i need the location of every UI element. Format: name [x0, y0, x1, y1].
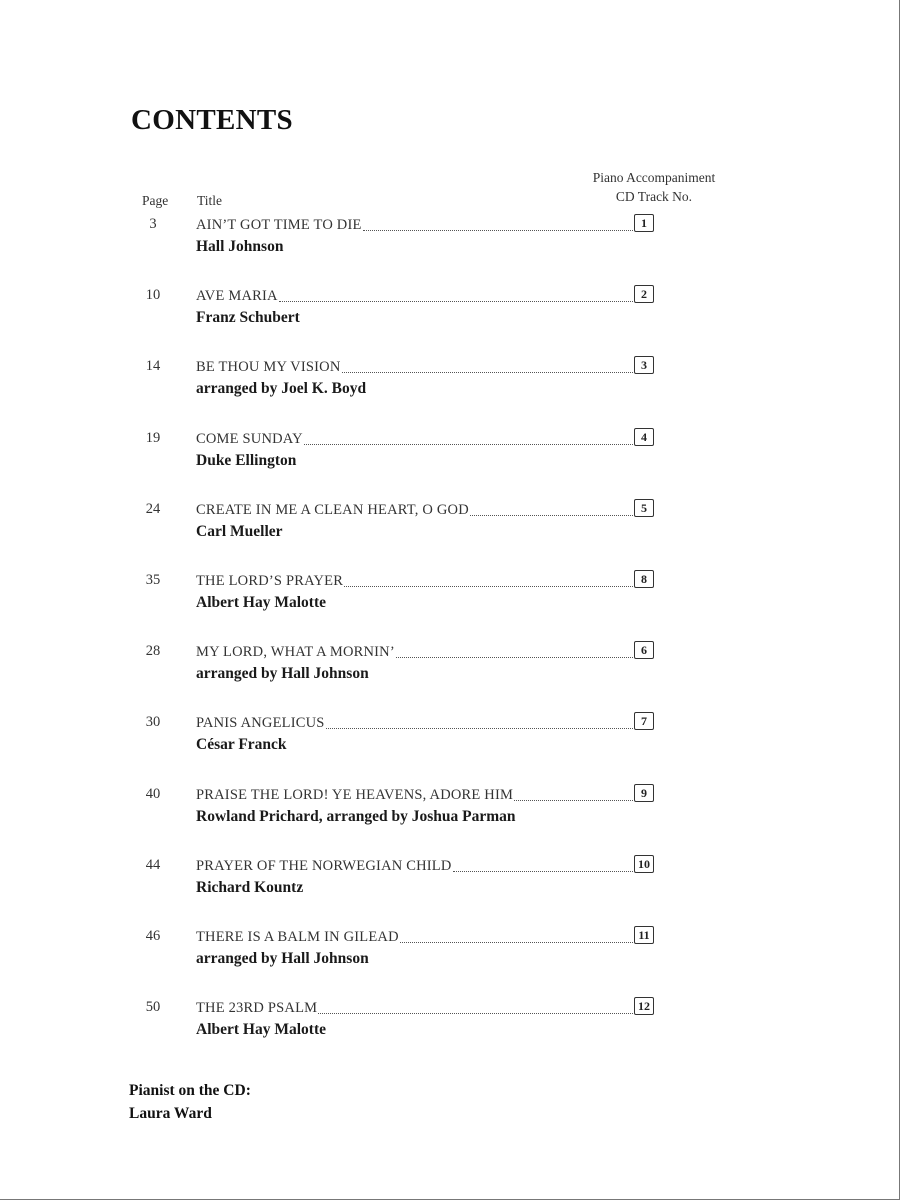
- entry-page-number: 3: [149, 216, 157, 232]
- entry-composer: Albert Hay Malotte: [196, 1021, 326, 1039]
- pianist-label: Pianist on the CD:: [129, 1082, 251, 1099]
- dot-leader: [396, 656, 633, 658]
- entry-page-number: 46: [145, 927, 161, 944]
- column-header-title: Title: [197, 193, 223, 208]
- entry-track-number: 10: [634, 855, 654, 873]
- entry-song-title: PRAISE THE LORD! YE HEAVENS, ADORE HIM: [196, 786, 514, 803]
- entry-page-number: 14: [145, 358, 161, 375]
- entry-song-title: COME SUNDAY: [196, 430, 303, 447]
- dot-leader: [326, 727, 633, 729]
- entry-track-number: 6: [634, 641, 654, 659]
- contents-entry: [0, 776, 900, 847]
- entry-track-number: 9: [634, 784, 654, 802]
- dot-leader: [342, 371, 633, 373]
- entry-composer: arranged by Hall Johnson: [196, 949, 369, 967]
- dot-leader: [363, 229, 633, 231]
- contents-entry: [0, 704, 900, 775]
- entry-page-number: 50: [145, 999, 161, 1016]
- entry-composer: Carl Mueller: [196, 522, 283, 540]
- entry-song-title: CREATE IN ME A CLEAN HEART, O GOD: [196, 501, 469, 518]
- entry-song-title: PANIS ANGELICUS: [196, 715, 325, 732]
- contents-entry: [0, 847, 900, 918]
- entry-song-title: AIN’T GOT TIME TO DIE: [196, 217, 362, 233]
- entry-title-line: [196, 572, 634, 590]
- pianist-credit: [129, 1079, 251, 1125]
- dot-leader: [400, 941, 633, 943]
- entry-composer: arranged by Hall Johnson: [196, 665, 369, 683]
- entry-page-number: 40: [145, 785, 161, 802]
- pianist-name: Laura Ward: [129, 1105, 212, 1122]
- entry-title-line: [196, 643, 634, 661]
- dot-leader: [318, 1012, 633, 1014]
- page-title: CONTENTS: [131, 104, 293, 136]
- entry-track-number: 11: [634, 926, 654, 944]
- entry-composer: Albert Hay Malotte: [196, 593, 326, 611]
- contents-entry: [0, 633, 900, 704]
- entry-track-number: 8: [634, 570, 654, 588]
- entry-song-title: THERE IS A BALM IN GILEAD: [196, 928, 399, 945]
- entry-title-line: [196, 857, 634, 875]
- entry-title-line: [196, 714, 634, 732]
- entry-title-line: [196, 358, 634, 376]
- cd-header-line-2: CD Track No.: [615, 189, 693, 204]
- entry-track-number: 4: [634, 428, 654, 446]
- entry-song-title: AVE MARIA: [196, 288, 278, 305]
- dot-leader: [453, 870, 633, 872]
- contents-entry: [0, 348, 900, 419]
- entry-song-title: THE LORD’S PRAYER: [196, 572, 344, 589]
- entry-title-line: [196, 287, 634, 305]
- entry-page-number: 30: [145, 714, 161, 731]
- contents-entry: [0, 420, 900, 491]
- entry-composer: Richard Kountz: [196, 878, 304, 896]
- entry-page-number: 24: [145, 500, 161, 517]
- entry-composer: Duke Ellington: [196, 451, 297, 469]
- entry-track-number: 5: [634, 499, 654, 517]
- entry-song-title: PRAYER OF THE NORWEGIAN CHILD: [196, 857, 452, 874]
- entry-title-line: [196, 999, 634, 1017]
- entry-song-title: BE THOU MY VISION: [196, 359, 341, 376]
- dot-leader: [304, 443, 633, 445]
- entry-page-number: 28: [145, 643, 161, 660]
- contents-entry: [0, 918, 900, 989]
- entry-song-title: MY LORD, WHAT A MORNIN’: [196, 644, 395, 661]
- column-header-cd-track: [572, 168, 736, 206]
- entry-composer: arranged by Joel K. Boyd: [196, 380, 367, 398]
- entry-page-number: 19: [145, 429, 161, 446]
- entry-page-number: 10: [145, 287, 161, 304]
- entry-page-number: 35: [145, 571, 161, 588]
- contents-entry: [0, 989, 900, 1060]
- entry-title-line: [196, 216, 634, 234]
- entry-title-line: [196, 501, 634, 519]
- entry-track-number: 2: [634, 285, 654, 303]
- entry-track-number: 7: [634, 712, 654, 730]
- entry-title-line: [196, 786, 634, 804]
- dot-leader: [470, 514, 633, 516]
- cd-header-line-1: Piano Accompaniment: [592, 170, 716, 185]
- contents-list: [0, 206, 900, 1060]
- entry-composer: Rowland Prichard, arranged by Joshua Parman: [196, 807, 516, 825]
- dot-leader: [514, 799, 633, 801]
- dot-leader: [279, 300, 633, 302]
- dot-leader: [344, 585, 633, 587]
- entry-page-number: 44: [145, 856, 161, 873]
- entry-title-line: [196, 928, 634, 946]
- contents-entry: [0, 206, 900, 277]
- column-header-page: Page: [142, 193, 169, 208]
- contents-entry: [0, 277, 900, 348]
- entry-composer: Franz Schubert: [196, 309, 300, 327]
- entry-song-title: THE 23RD PSALM: [196, 1000, 318, 1017]
- entry-track-number: 1: [634, 214, 654, 232]
- entry-track-number: 3: [634, 356, 654, 374]
- entry-title-line: [196, 430, 634, 448]
- entry-composer: Hall Johnson: [196, 238, 284, 255]
- contents-entry: [0, 491, 900, 562]
- entry-composer: César Franck: [196, 736, 287, 754]
- entry-track-number: 12: [634, 997, 654, 1015]
- contents-entry: [0, 562, 900, 633]
